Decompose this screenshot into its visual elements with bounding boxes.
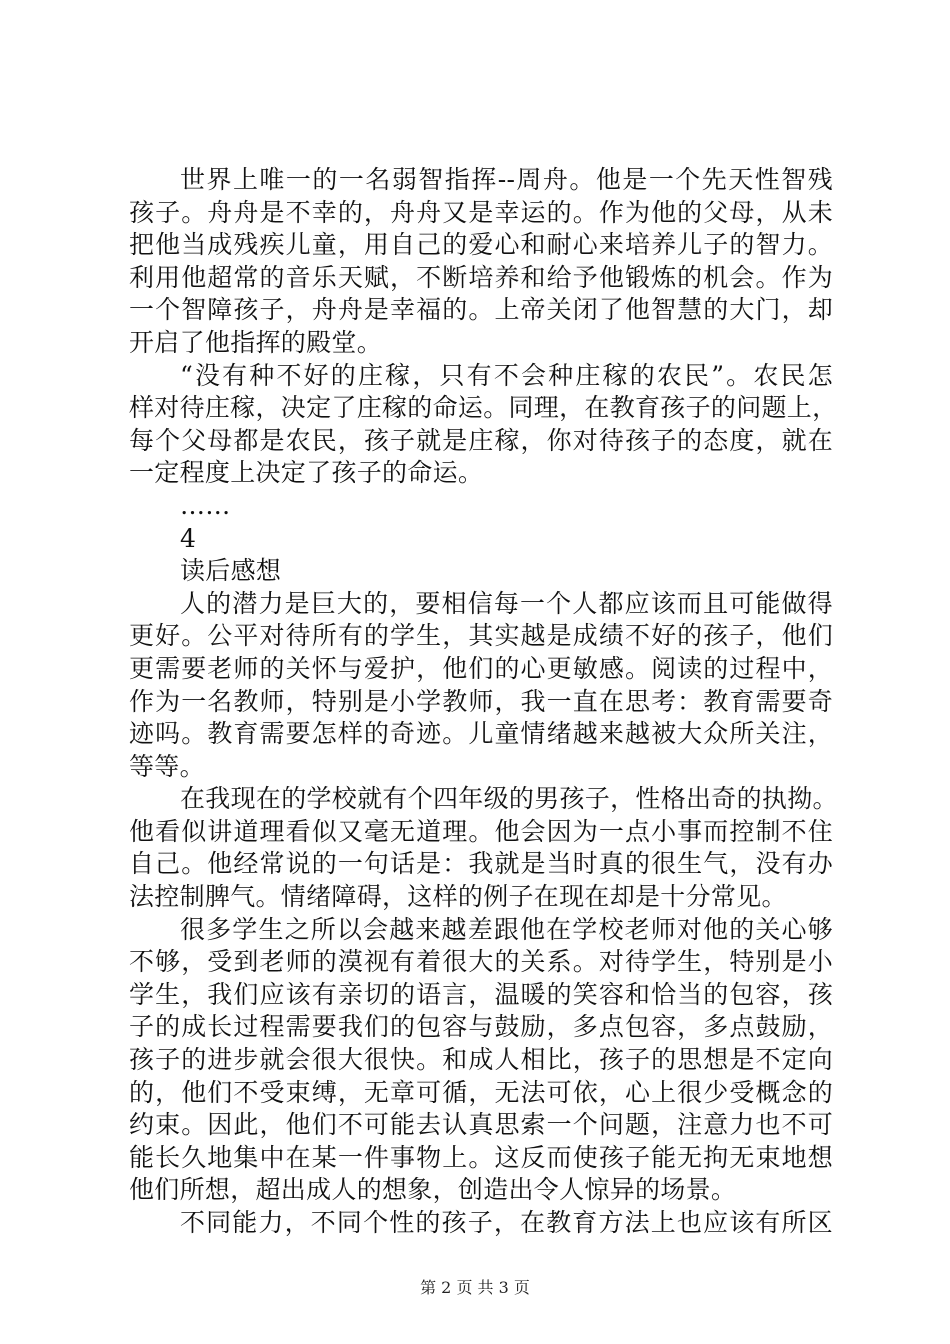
page-footer: 第 2 页 共 3 页 — [420, 1278, 530, 1297]
text-line: 4 — [180, 523, 197, 553]
text-line: 能长久地集中在某一件事物上。这反而使孩子能无拘无束地想 — [129, 1142, 833, 1172]
text-line: 等等。 — [129, 751, 205, 781]
text-line: 人的潜力是巨大的，要相信每一个人都应该而且可能做得 — [180, 588, 833, 618]
text-line: 自己。他经常说的一句话是：我就是当时真的很生气，没有办 — [129, 849, 833, 879]
text-line: 迹吗。教育需要怎样的奇迹。儿童情绪越来越被大众所关注， — [129, 719, 833, 749]
text-line: 一定程度上决定了孩子的命运。 — [129, 458, 484, 488]
text-line: 他们所想，超出成人的想象，创造出令人惊异的场景。 — [129, 1175, 737, 1205]
text-line: 一个智障孩子，舟舟是幸福的。上帝关闭了他智慧的大门，却 — [129, 295, 833, 325]
text-line: 学生，我们应该有亲切的语言，温暖的笑容和恰当的包容，孩 — [129, 979, 833, 1009]
text-line: 子的成长过程需要我们的包容与鼓励，多点包容，多点鼓励， — [129, 1012, 833, 1042]
text-line: 很多学生之所以会越来越差跟他在学校老师对他的关心够 — [180, 914, 833, 944]
text-line: 更需要老师的关怀与爱护，他们的心更敏感。阅读的过程中， — [129, 653, 833, 683]
text-line: 读后感想 — [180, 556, 282, 586]
text-line: 作为一名教师，特别是小学教师，我一直在思考：教育需要奇 — [129, 686, 833, 716]
text-line: 开启了他指挥的殿堂。 — [129, 327, 383, 357]
text-line: 不同能力，不同个性的孩子，在教育方法上也应该有所区 — [180, 1208, 833, 1237]
text-line: 样对待庄稼，决定了庄稼的命运。同理，在教育孩子的问题上， — [129, 393, 838, 423]
text-line: 更好。公平对待所有的学生，其实越是成绩不好的孩子，他们 — [129, 621, 833, 651]
text-line: 孩子。舟舟是不幸的，舟舟又是幸运的。作为他的父母，从未 — [129, 197, 833, 227]
text-line: 利用他超常的音乐天赋，不断培养和给予他锻炼的机会。作为 — [129, 262, 833, 292]
text-line: 不够，受到老师的漠视有着很大的关系。对待学生，特别是小 — [129, 947, 833, 977]
text-line: 每个父母都是农民，孩子就是庄稼，你对待孩子的态度，就在 — [129, 425, 833, 455]
text-line: 的，他们不受束缚，无章可循，无法可依，心上很少受概念的 — [129, 1077, 833, 1107]
text-line: 世界上唯一的一名弱智指挥--周舟。他是一个先天性智残 — [180, 165, 833, 194]
text-line: 约束。因此，他们不可能去认真思索一个问题，注意力也不可 — [129, 1110, 833, 1140]
text-line: “没有种不好的庄稼，只有不会种庄稼的农民”。农民怎 — [180, 360, 833, 390]
text-line: 孩子的进步就会很大很快。和成人相比，孩子的思想是不定向 — [129, 1045, 833, 1075]
text-line: 法控制脾气。情绪障碍，这样的例子在现在却是十分常见。 — [129, 882, 787, 912]
text-line: …… — [180, 490, 231, 520]
text-line: 在我现在的学校就有个四年级的男孩子，性格出奇的执拗。 — [180, 784, 838, 814]
document-body — [129, 164, 838, 1240]
text-line: 他看似讲道理看似又毫无道理。他会因为一点小事而控制不住 — [129, 816, 833, 846]
text-line: 把他当成残疾儿童，用自己的爱心和耐心来培养儿子的智力。 — [129, 230, 833, 260]
